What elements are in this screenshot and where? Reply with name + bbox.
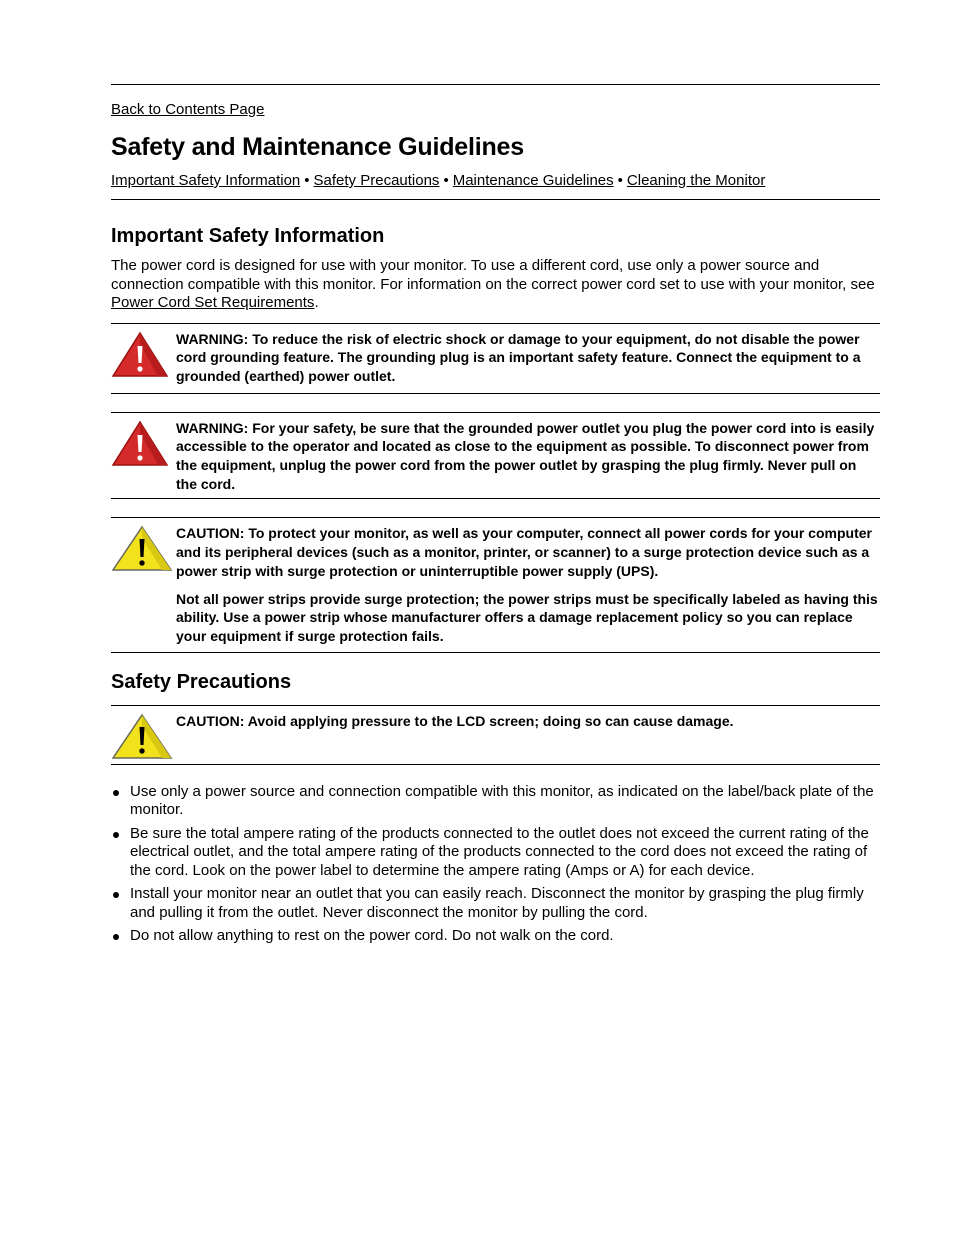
notice-paragraph: WARNING: For your safety, be sure that the grounded power outlet you plug the power cord into is easily accessible to the operator and located as close to the equipment as possible. To disconnect power from the equipment, unplug the power cord from the power outlet by grasping the plug firmly. Never pull on the cord. xyxy=(176,419,875,492)
notice-text xyxy=(176,712,880,760)
nav-separator: • xyxy=(443,172,449,189)
notice-text xyxy=(176,524,880,645)
power-cord-set-requirements-link[interactable]: Power Cord Set Requirements xyxy=(111,294,315,311)
caution-icon xyxy=(111,524,176,645)
warning-icon xyxy=(111,419,176,494)
nav-link-safety-precautions[interactable]: Safety Precautions xyxy=(313,172,440,189)
section-heading-safety-precautions: Safety Precautions xyxy=(111,670,292,693)
nav-separator: • xyxy=(617,172,623,189)
notice-paragraph: CAUTION: Avoid applying pressure to the LCD screen; doing so can cause damage. xyxy=(176,712,734,729)
notice-paragraph: WARNING: To reduce the risk of electric shock or damage to your equipment, do not disable the power cord grounding feature. The grounding plug is an important safety feature. Connect the equipment to a grounded (earthed) power outlet. xyxy=(176,330,861,384)
nav-link-important-safety-information[interactable]: Important Safety Information xyxy=(111,172,301,189)
back-to-contents-link[interactable]: Back to Contents Page xyxy=(111,101,265,118)
list-item xyxy=(111,885,880,922)
list-item-text: Be sure the total ampere rating of the products connected to the outlet does not exceed the current rating of the electrical outlet, and the total ampere rating of the products connected to the cord does not exceed the rating of the cord. Look on the power label to determine the ampere rating (Amps or A) for each device. xyxy=(130,824,869,879)
bullet-icon xyxy=(113,892,119,898)
nav-link-cleaning-the-monitor[interactable]: Cleaning the Monitor xyxy=(626,172,766,189)
section-heading-important-safety-information: Important Safety Information xyxy=(111,225,385,247)
notice-paragraph: Not all power strips provide surge protection; the power strips must be specifically labeled as having this ability. Use a power strip whose manufacturer offers a damage replacement policy so you can replace your equipment if surge protection fails. xyxy=(176,590,878,644)
caution-icon xyxy=(111,712,176,760)
list-item-text: Do not allow anything to rest on the power cord. Do not walk on the cord. xyxy=(130,927,614,945)
list-item xyxy=(111,825,880,881)
nav-link-maintenance-guidelines[interactable]: Maintenance Guidelines xyxy=(452,172,614,189)
top-rule xyxy=(111,84,880,85)
notice-text xyxy=(176,330,880,386)
caution-notice-surge-protection xyxy=(111,517,880,652)
caution-notice-lcd-pressure xyxy=(111,705,880,765)
warning-notice-grounding xyxy=(111,323,880,394)
page-title: Safety and Maintenance Guidelines xyxy=(111,133,524,161)
safety-precautions-list xyxy=(111,783,880,946)
notice-text xyxy=(176,419,880,494)
bullet-icon xyxy=(113,832,119,838)
bullet-icon xyxy=(113,934,119,940)
bullet-icon xyxy=(113,790,119,796)
list-item xyxy=(111,927,880,946)
warning-notice-outlet-access xyxy=(111,412,880,500)
nav-separator: • xyxy=(304,172,310,189)
header-rule xyxy=(111,199,880,200)
paragraph-text: The power cord is designed for use with your monitor. To use a different cord, use only a power source and connection compatible with this monitor. For information on the correct power cord set to use with your monitor, see xyxy=(111,257,875,293)
section-nav xyxy=(111,172,880,199)
paragraph-end: . xyxy=(314,294,319,311)
list-item-text: Use only a power source and connection compatible with this monitor, as indicated on the label/back plate of the monitor. xyxy=(130,782,874,819)
document-page xyxy=(111,0,880,951)
list-item xyxy=(111,783,880,820)
warning-icon xyxy=(111,330,176,386)
list-item-text: Install your monitor near an outlet that you can easily reach. Disconnect the monitor by grasping the plug firmly and pulling it from the outlet. Never disconnect the monitor by pulling the cord. xyxy=(130,885,864,921)
notice-paragraph: CAUTION: To protect your monitor, as well as your computer, connect all power cords for your computer and its peripheral devices (such as a monitor, printer, or scanner) to a surge protection device such as a power strip with surge protection or uninterruptible power supply (UPS). xyxy=(176,525,872,579)
power-cord-paragraph xyxy=(111,257,880,313)
